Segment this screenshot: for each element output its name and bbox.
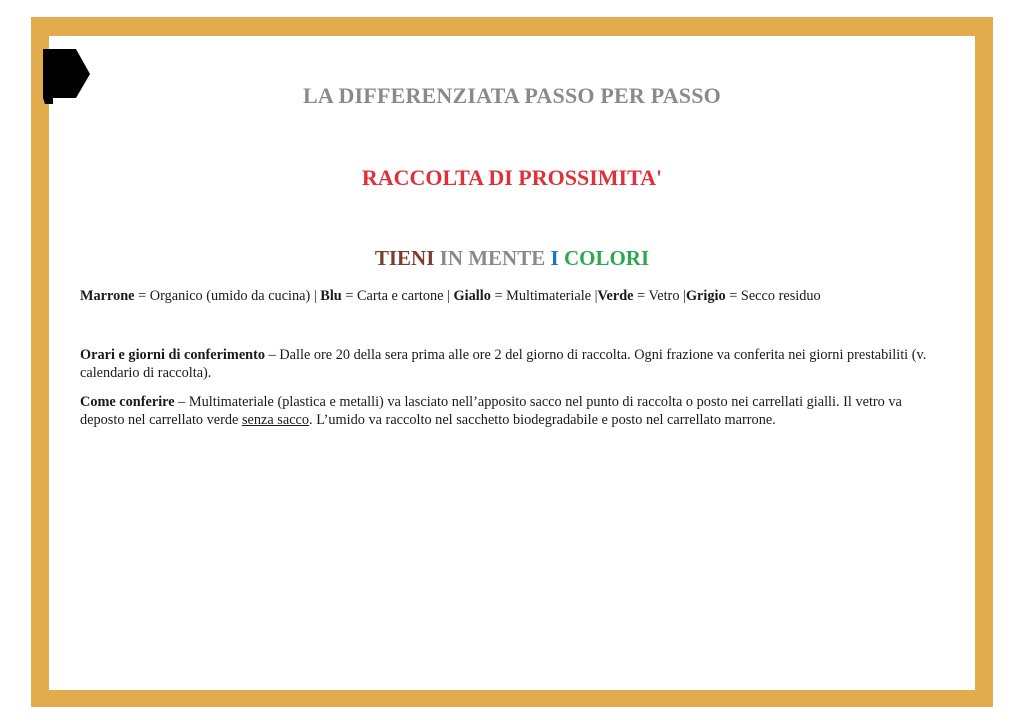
colors-heading	[0, 246, 1024, 271]
legend-separator: |	[683, 288, 686, 304]
conferire-paragraph	[80, 393, 940, 429]
conferire-underlined: senza sacco	[241, 412, 310, 428]
orari-paragraph	[80, 346, 940, 382]
orari-text: – Dalle ore 20 della sera prima alle ore 2 del giorno di raccolta. Ogni frazione va conferita nei giorni prestabiliti (v. calendario di raccolta).	[80, 347, 927, 381]
color-legend	[80, 287, 940, 305]
page-title: LA DIFFERENZIATA PASSO PER PASSO	[303, 83, 721, 108]
heading-word-tieni: TIENI	[374, 246, 435, 270]
legend-meaning-giallo: = Multimateriale	[494, 288, 592, 304]
heading-word-colori: COLORI	[563, 246, 650, 270]
legend-meaning-grigio: = Secco residuo	[729, 288, 821, 304]
legend-color-verde: Verde	[597, 288, 634, 304]
legend-color-blu: Blu	[320, 288, 342, 304]
legend-meaning-verde: = Vetro	[637, 288, 680, 304]
conferire-label: Come conferire	[80, 394, 175, 410]
legend-color-giallo: Giallo	[453, 288, 491, 304]
legend-color-grigio: Grigio	[685, 288, 726, 304]
legend-separator: |	[447, 288, 450, 304]
page-subtitle: RACCOLTA DI PROSSIMITA'	[361, 165, 663, 190]
heading-word-i: I	[550, 246, 559, 270]
orari-label: Orari e giorni di conferimento	[80, 347, 266, 363]
conferire-text-a: – Multimateriale (plastica e metalli) va lasciato nell’apposito sacco nel punto di raccolta o posto nei carrellati gialli. Il vetro va deposto nel carrellato verde	[80, 394, 902, 428]
legend-separator: |	[594, 288, 598, 304]
legend-meaning-marrone: = Organico (umido da cucina)	[138, 288, 311, 304]
legend-separator: |	[313, 288, 317, 304]
legend-meaning-blu: = Carta e cartone	[345, 288, 444, 304]
heading-word-in-mente: IN MENTE	[439, 246, 546, 270]
legend-color-marrone: Marrone	[80, 288, 135, 304]
conferire-text-b: . L’umido va raccolto nel sacchetto biodegradabile e posto nel carrellato marrone.	[309, 412, 776, 428]
